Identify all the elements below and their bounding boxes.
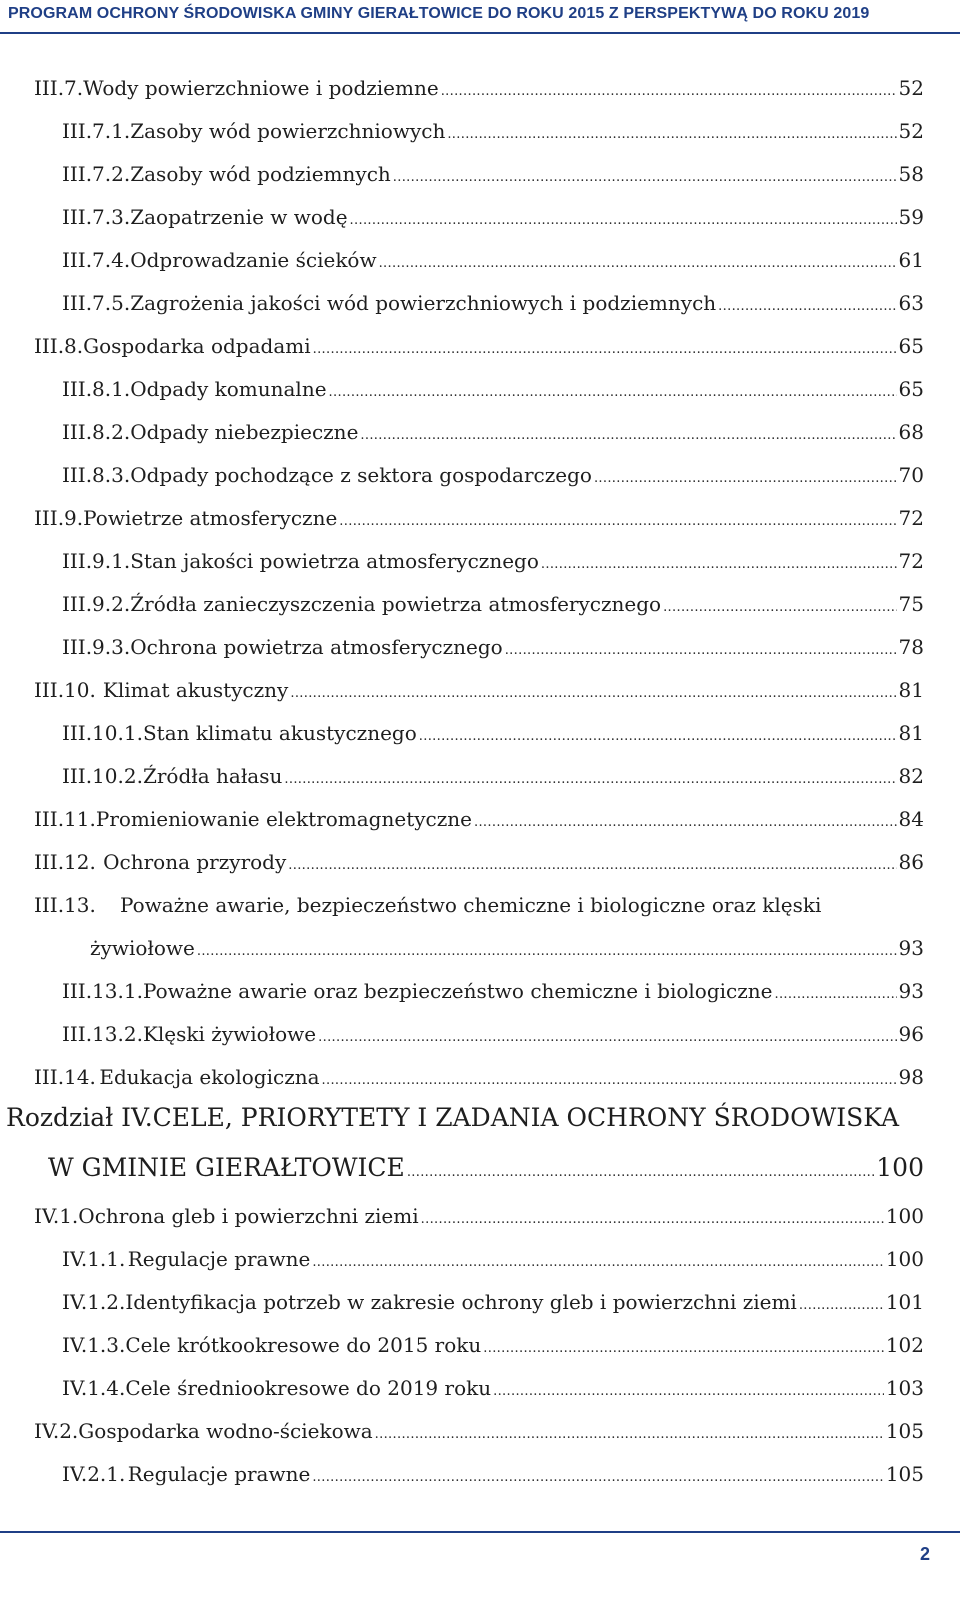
toc-entry-title: Zaopatrzenie w wodę — [130, 205, 348, 229]
toc-entry-number: III.11. — [34, 807, 96, 831]
toc-entry-title: Źródła hałasu — [142, 764, 283, 788]
toc-entry-page: 98 — [898, 1065, 924, 1089]
dot-leader — [375, 1419, 884, 1443]
toc-entry[interactable] — [62, 463, 924, 487]
toc-entry[interactable] — [34, 1204, 924, 1228]
toc-entry-title: Odpady niebezpieczne — [130, 420, 359, 444]
toc-entry-number: III.13.1. — [62, 979, 143, 1003]
dot-leader — [474, 807, 897, 831]
toc-entry-title: Odpady komunalne — [130, 377, 327, 401]
toc-entry-title: Wody powierzchniowe i podziemne — [83, 76, 439, 100]
toc-entry[interactable] — [62, 549, 924, 573]
toc-entry-title: Zasoby wód powierzchniowych — [130, 119, 446, 143]
toc-entry-page: 86 — [898, 850, 924, 874]
toc-entry-page: 68 — [898, 420, 924, 444]
toc-entry-title: Zagrożenia jakości wód powierzchniowych i podziemnych — [130, 291, 717, 315]
dot-leader — [505, 635, 897, 659]
toc-entry[interactable] — [62, 291, 924, 315]
toc-entry[interactable] — [34, 334, 924, 358]
toc-entry[interactable] — [62, 1462, 924, 1486]
toc-entry-number: III.8. — [34, 334, 84, 358]
toc-entry[interactable] — [62, 592, 924, 616]
toc-entry-page: 72 — [898, 549, 924, 573]
toc-entry[interactable] — [62, 248, 924, 272]
toc-entry-number: III.12. — [34, 850, 96, 874]
dot-leader — [290, 678, 896, 702]
toc-entry[interactable] — [62, 1290, 924, 1314]
chapter-heading-continuation[interactable] — [48, 1153, 924, 1182]
toc-entry-number: IV.1.4. — [62, 1376, 126, 1400]
toc-entry-page: 105 — [885, 1462, 924, 1486]
toc-entry-number: III.10.2. — [62, 764, 143, 788]
dot-leader — [799, 1290, 884, 1314]
toc-entry[interactable] — [62, 119, 924, 143]
toc-entry-title: Ochrona powietrza atmosferycznego — [130, 635, 503, 659]
toc-entry-number: IV.1. — [34, 1204, 79, 1228]
toc-entry-title: Gospodarka wodno-ściekowa — [78, 1419, 373, 1443]
toc-entry[interactable] — [62, 721, 924, 745]
toc-entry-page: 100 — [876, 1153, 924, 1182]
toc-entry-title: Odpady pochodzące z sektora gospodarczego — [130, 463, 592, 487]
dot-leader — [483, 1333, 884, 1357]
toc-entry[interactable] — [62, 979, 924, 1003]
toc-entry[interactable] — [34, 506, 924, 530]
toc-entry-title: Poważne awarie, bezpieczeństwo chemiczne i biologiczne oraz klęski — [120, 893, 822, 917]
toc-entry-page: 65 — [898, 334, 924, 358]
toc-entry-title: żywiołowe — [90, 936, 195, 960]
dot-leader — [339, 506, 896, 530]
toc-entry-title: Klęski żywiołowe — [142, 1022, 317, 1046]
toc-entry-title: Cele średniookresowe do 2019 roku — [125, 1376, 492, 1400]
toc-entry-number: III.13. — [34, 893, 96, 917]
toc-entry[interactable] — [62, 1333, 924, 1357]
toc-entry-title: Odprowadzanie ścieków — [130, 248, 377, 272]
toc-entry-page: 81 — [898, 678, 924, 702]
dot-leader — [284, 764, 896, 788]
dot-leader — [447, 119, 896, 143]
toc-entry[interactable] — [34, 807, 924, 831]
toc-entry-number: III.10. — [34, 678, 96, 702]
toc-entry-number: III.7.1. — [62, 119, 131, 143]
dot-leader — [318, 1022, 896, 1046]
toc-entry[interactable] — [34, 1419, 924, 1443]
toc-entry-page: 84 — [898, 807, 924, 831]
dot-leader — [441, 76, 897, 100]
dot-leader — [493, 1376, 884, 1400]
toc-entry-number: III.10.1. — [62, 721, 143, 745]
dot-leader — [421, 1204, 884, 1228]
toc-entry-page: 63 — [898, 291, 924, 315]
dot-leader — [393, 162, 897, 186]
toc-entry-title: Ochrona gleb i powierzchni ziemi — [78, 1204, 419, 1228]
toc-entry-number: III.7.3. — [62, 205, 131, 229]
toc-entry[interactable] — [62, 162, 924, 186]
toc-entry-number: III.9. — [34, 506, 84, 530]
dot-leader — [718, 291, 896, 315]
toc-entry-number: III.9.1. — [62, 549, 131, 573]
toc-entry-number: III.7. — [34, 76, 84, 100]
toc-entry-page: 70 — [898, 463, 924, 487]
chapter-title: Rozdział IV.CELE, PRIORYTETY I ZADANIA OCHRONY ŚRODOWISKA — [6, 1103, 899, 1132]
toc-entry-number: III.14. — [34, 1065, 96, 1089]
toc-entry-number: IV.1.2. — [62, 1290, 126, 1314]
dot-leader — [407, 1153, 874, 1182]
dot-leader — [322, 1065, 897, 1089]
dot-leader — [329, 377, 897, 401]
toc-entry[interactable] — [62, 377, 924, 401]
toc-entry-number: IV.2.1. — [62, 1462, 126, 1486]
toc-entry[interactable] — [62, 764, 924, 788]
page-number: 2 — [919, 1544, 930, 1564]
toc-entry-title: Regulacje prawne — [127, 1462, 311, 1486]
toc-entry-wrapped[interactable] — [34, 893, 821, 917]
dot-leader — [312, 1247, 883, 1271]
chapter-heading[interactable] — [6, 1103, 899, 1132]
toc-entry[interactable] — [34, 76, 924, 100]
toc-entry-page: 93 — [898, 979, 924, 1003]
dot-leader — [663, 592, 896, 616]
toc-entry-title: Ochrona przyrody — [103, 850, 287, 874]
toc-entry-page: 65 — [898, 377, 924, 401]
toc-entry-number: III.9.2. — [62, 592, 131, 616]
dot-leader — [594, 463, 897, 487]
toc-entry[interactable] — [62, 205, 924, 229]
dot-leader — [288, 850, 896, 874]
toc-entry-page: 103 — [885, 1376, 924, 1400]
toc-entry-number: IV.2. — [34, 1419, 79, 1443]
toc-entry-page: 72 — [898, 506, 924, 530]
toc-entry-number: III.8.1. — [62, 377, 131, 401]
toc-entry-number: III.7.4. — [62, 248, 131, 272]
toc-entry-continuation[interactable] — [90, 936, 924, 960]
toc-entry-title: Edukacja ekologiczna — [99, 1065, 320, 1089]
toc-entry-title: Regulacje prawne — [127, 1247, 311, 1271]
dot-leader — [360, 420, 896, 444]
dot-leader — [541, 549, 897, 573]
toc-entry-page: 78 — [898, 635, 924, 659]
dot-leader — [312, 1462, 883, 1486]
toc-entry-number: III.7.2. — [62, 162, 131, 186]
toc-entry[interactable] — [34, 678, 924, 702]
toc-entry-title: Cele krótkookresowe do 2015 roku — [125, 1333, 482, 1357]
dot-leader — [379, 248, 897, 272]
toc-entry-title: Poważne awarie oraz bezpieczeństwo chemiczne i biologiczne — [142, 979, 773, 1003]
header-title: PROGRAM OCHRONY ŚRODOWISKA GMINY GIERAŁTOWICE DO ROKU 2015 Z PERSPEKTYWĄ DO ROKU 2019 — [8, 5, 870, 22]
toc-entry-title: Stan jakości powietrza atmosferycznego — [130, 549, 539, 573]
toc-entry-page: 100 — [885, 1204, 924, 1228]
toc-entry-number: III.8.2. — [62, 420, 131, 444]
toc-entry[interactable] — [34, 1065, 924, 1089]
dot-leader — [419, 721, 897, 745]
toc-entry-number: III.7.5. — [62, 291, 131, 315]
dot-leader — [775, 979, 897, 1003]
toc-entry-page: 58 — [898, 162, 924, 186]
toc-entry-number: III.13.2. — [62, 1022, 143, 1046]
page-header — [0, 0, 960, 34]
toc-entry[interactable] — [62, 1376, 924, 1400]
toc-entry-page: 105 — [885, 1419, 924, 1443]
toc-entry[interactable] — [34, 850, 924, 874]
toc-entry-page: 101 — [885, 1290, 924, 1314]
toc-entry-title: Źródła zanieczyszczenia powietrza atmosferycznego — [130, 592, 662, 616]
footer-divider — [0, 1531, 960, 1533]
toc-entry[interactable] — [62, 1022, 924, 1046]
toc-entry[interactable] — [62, 635, 924, 659]
toc-entry-title: Promieniowanie elektromagnetyczne — [95, 807, 472, 831]
dot-leader — [197, 936, 897, 960]
chapter-title: W GMINIE GIERAŁTOWICE — [48, 1153, 405, 1182]
toc-entry-number: IV.1.3. — [62, 1333, 126, 1357]
toc-entry-number: IV.1.1. — [62, 1247, 126, 1271]
toc-entry[interactable] — [62, 420, 924, 444]
toc-entry-title: Identyfikacja potrzeb w zakresie ochrony gleb i powierzchni ziemi — [125, 1290, 797, 1314]
toc-entry-title: Powietrze atmosferyczne — [83, 506, 338, 530]
toc-entry-page: 102 — [885, 1333, 924, 1357]
toc-entry-title: Stan klimatu akustycznego — [142, 721, 417, 745]
toc-entry-page: 75 — [898, 592, 924, 616]
toc-entry-title: Zasoby wód podziemnych — [130, 162, 391, 186]
toc-entry-page: 61 — [898, 248, 924, 272]
toc-entry-title: Gospodarka odpadami — [83, 334, 311, 358]
toc-entry-page: 52 — [898, 119, 924, 143]
toc-entry-page: 52 — [898, 76, 924, 100]
toc-entry-page: 59 — [898, 205, 924, 229]
toc-entry-page: 82 — [898, 764, 924, 788]
toc-entry-page: 81 — [898, 721, 924, 745]
toc-entry-page: 96 — [898, 1022, 924, 1046]
toc-entry-title: Klimat akustyczny — [102, 678, 289, 702]
toc-entry-number: III.8.3. — [62, 463, 131, 487]
dot-leader — [313, 334, 897, 358]
toc-entry-page: 93 — [898, 936, 924, 960]
toc-entry-page: 100 — [885, 1247, 924, 1271]
dot-leader — [350, 205, 897, 229]
toc-entry-number: III.9.3. — [62, 635, 131, 659]
toc-entry[interactable] — [62, 1247, 924, 1271]
